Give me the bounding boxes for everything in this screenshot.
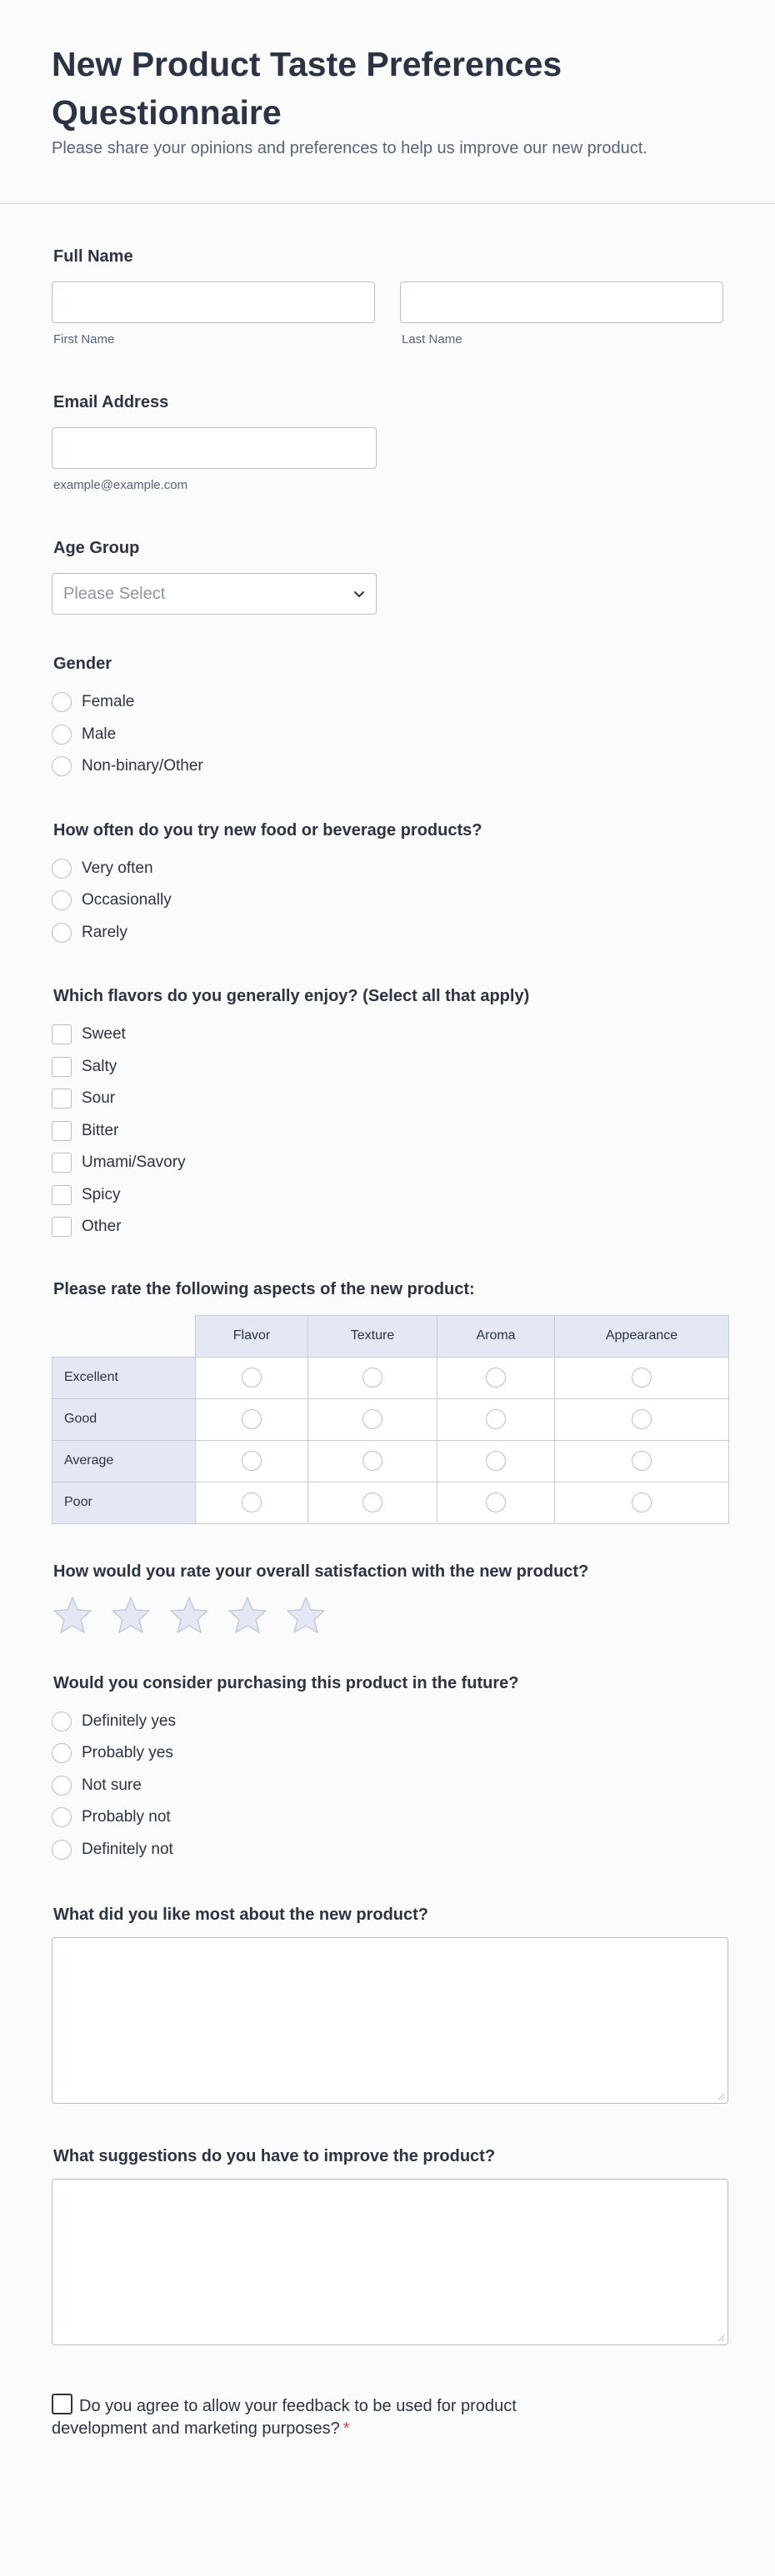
last-name-input[interactable] <box>400 282 723 323</box>
liked-most-textarea[interactable] <box>52 1937 728 2104</box>
email-sublabel: example@example.com <box>53 478 188 492</box>
first-name-col <box>52 282 375 348</box>
matrix-cell <box>555 1357 729 1398</box>
checkbox[interactable] <box>52 1089 72 1109</box>
checkbox[interactable] <box>52 1185 72 1205</box>
age-group-label: Age Group <box>53 539 140 557</box>
first-name-input[interactable] <box>52 282 375 323</box>
matrix-cell <box>438 1482 555 1523</box>
flavor-option[interactable] <box>52 1083 723 1115</box>
consent-text: Do you agree to allow your feedback to be used for product development and marketing purposes? <box>52 2397 517 2438</box>
email-label: Email Address <box>53 393 169 411</box>
radio-button[interactable] <box>632 1368 652 1388</box>
matrix-row-header: Average <box>52 1440 196 1482</box>
gender-option[interactable] <box>52 719 723 751</box>
radio-button[interactable] <box>242 1492 262 1512</box>
option-label: Not sure <box>82 1776 142 1794</box>
matrix-row-header: Poor <box>52 1482 196 1523</box>
matrix-row-header: Good <box>52 1398 196 1440</box>
frequency-option[interactable] <box>52 853 723 885</box>
radio-button[interactable] <box>52 1840 72 1860</box>
radio-button[interactable] <box>362 1451 382 1471</box>
flavor-option[interactable] <box>52 1051 723 1084</box>
radio-button[interactable] <box>52 890 72 910</box>
frequency-option[interactable] <box>52 917 723 949</box>
checkbox[interactable] <box>52 1217 72 1237</box>
matrix-column-header: Appearance <box>555 1315 729 1357</box>
matrix-cell <box>555 1482 729 1523</box>
option-label: Occasionally <box>82 891 172 909</box>
liked-most-question <box>52 1904 723 2104</box>
satisfaction-question <box>52 1561 723 1634</box>
full-name-label: Full Name <box>53 247 133 266</box>
age-group-question <box>52 537 723 615</box>
star-icon[interactable] <box>168 1596 210 1634</box>
gender-options <box>52 686 723 783</box>
radio-button[interactable] <box>52 1807 72 1827</box>
radio-button[interactable] <box>52 1743 72 1763</box>
radio-button[interactable] <box>486 1409 506 1429</box>
option-label: Spicy <box>82 1185 121 1203</box>
satisfaction-label: How would you rate your overall satisfaction with the new product? <box>53 1562 589 1581</box>
radio-button[interactable] <box>362 1492 382 1512</box>
matrix-cell <box>308 1357 438 1398</box>
matrix-cell <box>555 1440 729 1482</box>
rating-matrix-question <box>52 1278 723 1524</box>
checkbox[interactable] <box>52 1153 72 1173</box>
matrix-cell <box>196 1398 308 1440</box>
matrix-cell <box>555 1398 729 1440</box>
matrix-cell <box>308 1482 438 1523</box>
radio-button[interactable] <box>52 756 72 776</box>
gender-label: Gender <box>53 655 112 673</box>
checkbox[interactable] <box>52 1057 72 1077</box>
resize-grip-icon[interactable] <box>715 2090 725 2100</box>
radio-button[interactable] <box>242 1409 262 1429</box>
email-question <box>52 391 723 494</box>
try-frequency-options <box>52 853 723 949</box>
last-name-sublabel: Last Name <box>402 332 462 346</box>
matrix-row <box>52 1440 729 1482</box>
matrix-cell <box>438 1440 555 1482</box>
consent-checkbox[interactable] <box>52 2394 72 2414</box>
flavor-option[interactable] <box>52 1179 723 1212</box>
suggestions-question <box>52 2145 723 2345</box>
rating-matrix-table <box>52 1315 729 1524</box>
option-label: Male <box>82 725 117 743</box>
option-label: Rarely <box>82 923 128 941</box>
first-name-sublabel: First Name <box>53 332 115 346</box>
flavor-option[interactable] <box>52 1019 723 1051</box>
radio-button[interactable] <box>52 725 72 745</box>
radio-button[interactable] <box>52 1776 72 1796</box>
frequency-option[interactable] <box>52 884 723 917</box>
radio-button[interactable] <box>242 1451 262 1471</box>
try-frequency-label: How often do you try new food or beverage products? <box>53 820 482 840</box>
suggestions-label: What suggestions do you have to improve the product? <box>53 2147 496 2165</box>
suggestions-textarea[interactable] <box>52 2179 728 2345</box>
radio-button[interactable] <box>362 1368 382 1388</box>
star-icon[interactable] <box>110 1596 152 1634</box>
option-label: Non-binary/Other <box>82 757 203 775</box>
resize-grip-icon[interactable] <box>715 2332 725 2342</box>
last-name-col <box>400 282 723 348</box>
age-group-selected-value: Please Select <box>63 585 166 603</box>
option-label: Umami/Savory <box>82 1153 186 1172</box>
matrix-column-header: Texture <box>308 1315 438 1357</box>
option-label: Probably not <box>82 1808 171 1826</box>
matrix-cell <box>196 1482 308 1523</box>
liked-most-label: What did you like most about the new product? <box>53 1906 428 1924</box>
gender-option[interactable] <box>52 750 723 783</box>
option-label: Female <box>82 693 135 711</box>
matrix-column-header: Aroma <box>438 1315 555 1357</box>
matrix-cell <box>438 1357 555 1398</box>
flavors-options <box>52 1019 723 1243</box>
matrix-cell <box>438 1398 555 1440</box>
radio-button[interactable] <box>52 1712 72 1731</box>
form-title: New Product Taste Preferences Questionnaire <box>52 45 562 132</box>
consent-question <box>52 2394 723 2440</box>
option-label: Definitely yes <box>82 1712 176 1730</box>
matrix-row-header: Excellent <box>52 1357 196 1398</box>
purchase-label: Would you consider purchasing this product in the future? <box>53 1673 519 1692</box>
purchase-question <box>52 1672 723 1866</box>
option-label: Probably yes <box>82 1744 173 1762</box>
star-rating <box>52 1596 723 1634</box>
flavor-option[interactable] <box>52 1147 723 1179</box>
matrix-cell <box>196 1440 308 1482</box>
radio-button[interactable] <box>486 1492 506 1512</box>
purchase-option[interactable] <box>52 1706 723 1738</box>
checkbox[interactable] <box>52 1121 72 1141</box>
star-icon[interactable] <box>285 1596 327 1634</box>
radio-button[interactable] <box>632 1451 652 1471</box>
consent-checkbox-label[interactable] <box>52 2394 568 2440</box>
option-label: Bitter <box>82 1121 119 1139</box>
flavors-question <box>52 985 723 1243</box>
radio-button[interactable] <box>486 1451 506 1471</box>
form-body <box>0 204 775 2440</box>
matrix-cell <box>308 1398 438 1440</box>
radio-button[interactable] <box>242 1368 262 1388</box>
option-label: Salty <box>82 1057 118 1075</box>
form-header <box>0 0 775 204</box>
matrix-row <box>52 1357 729 1398</box>
matrix-row <box>52 1482 729 1523</box>
required-mark: * <box>342 2419 350 2438</box>
option-label: Definitely not <box>82 1840 173 1858</box>
gender-question <box>52 653 723 783</box>
matrix-header-row <box>52 1315 729 1357</box>
age-group-select[interactable] <box>52 573 377 615</box>
flavor-option[interactable] <box>52 1115 723 1148</box>
rating-matrix-label: Please rate the following aspects of the new product: <box>53 1279 475 1298</box>
name-row <box>52 282 723 348</box>
try-frequency-question <box>52 820 723 949</box>
radio-button[interactable] <box>362 1409 382 1429</box>
purchase-option[interactable] <box>52 1770 723 1802</box>
radio-button[interactable] <box>52 923 72 943</box>
purchase-option[interactable] <box>52 1801 723 1834</box>
radio-button[interactable] <box>632 1492 652 1512</box>
radio-button[interactable] <box>632 1409 652 1429</box>
matrix-row <box>52 1398 729 1440</box>
matrix-cell <box>196 1357 308 1398</box>
option-label: Very often <box>82 859 153 877</box>
checkbox[interactable] <box>52 1024 72 1044</box>
option-label: Sour <box>82 1089 116 1108</box>
star-icon[interactable] <box>52 1596 93 1634</box>
radio-button[interactable] <box>52 692 72 712</box>
flavor-option[interactable] <box>52 1211 723 1243</box>
star-icon[interactable] <box>227 1596 268 1634</box>
purchase-option[interactable] <box>52 1834 723 1866</box>
matrix-cell <box>308 1440 438 1482</box>
chevron-down-icon <box>351 585 368 602</box>
radio-button[interactable] <box>52 859 72 879</box>
gender-option[interactable] <box>52 686 723 719</box>
email-field[interactable] <box>52 427 377 469</box>
form-subtitle: Please share your opinions and preferences to help us improve our new product. <box>52 139 648 157</box>
option-label: Sweet <box>82 1025 126 1044</box>
flavors-label: Which flavors do you generally enjoy? (Select all that apply) <box>53 987 530 1005</box>
matrix-column-header: Flavor <box>196 1315 308 1357</box>
purchase-options <box>52 1706 723 1866</box>
matrix-corner <box>52 1315 196 1357</box>
option-label: Other <box>82 1218 122 1236</box>
radio-button[interactable] <box>486 1368 506 1388</box>
full-name-question <box>52 246 723 348</box>
purchase-option[interactable] <box>52 1737 723 1770</box>
